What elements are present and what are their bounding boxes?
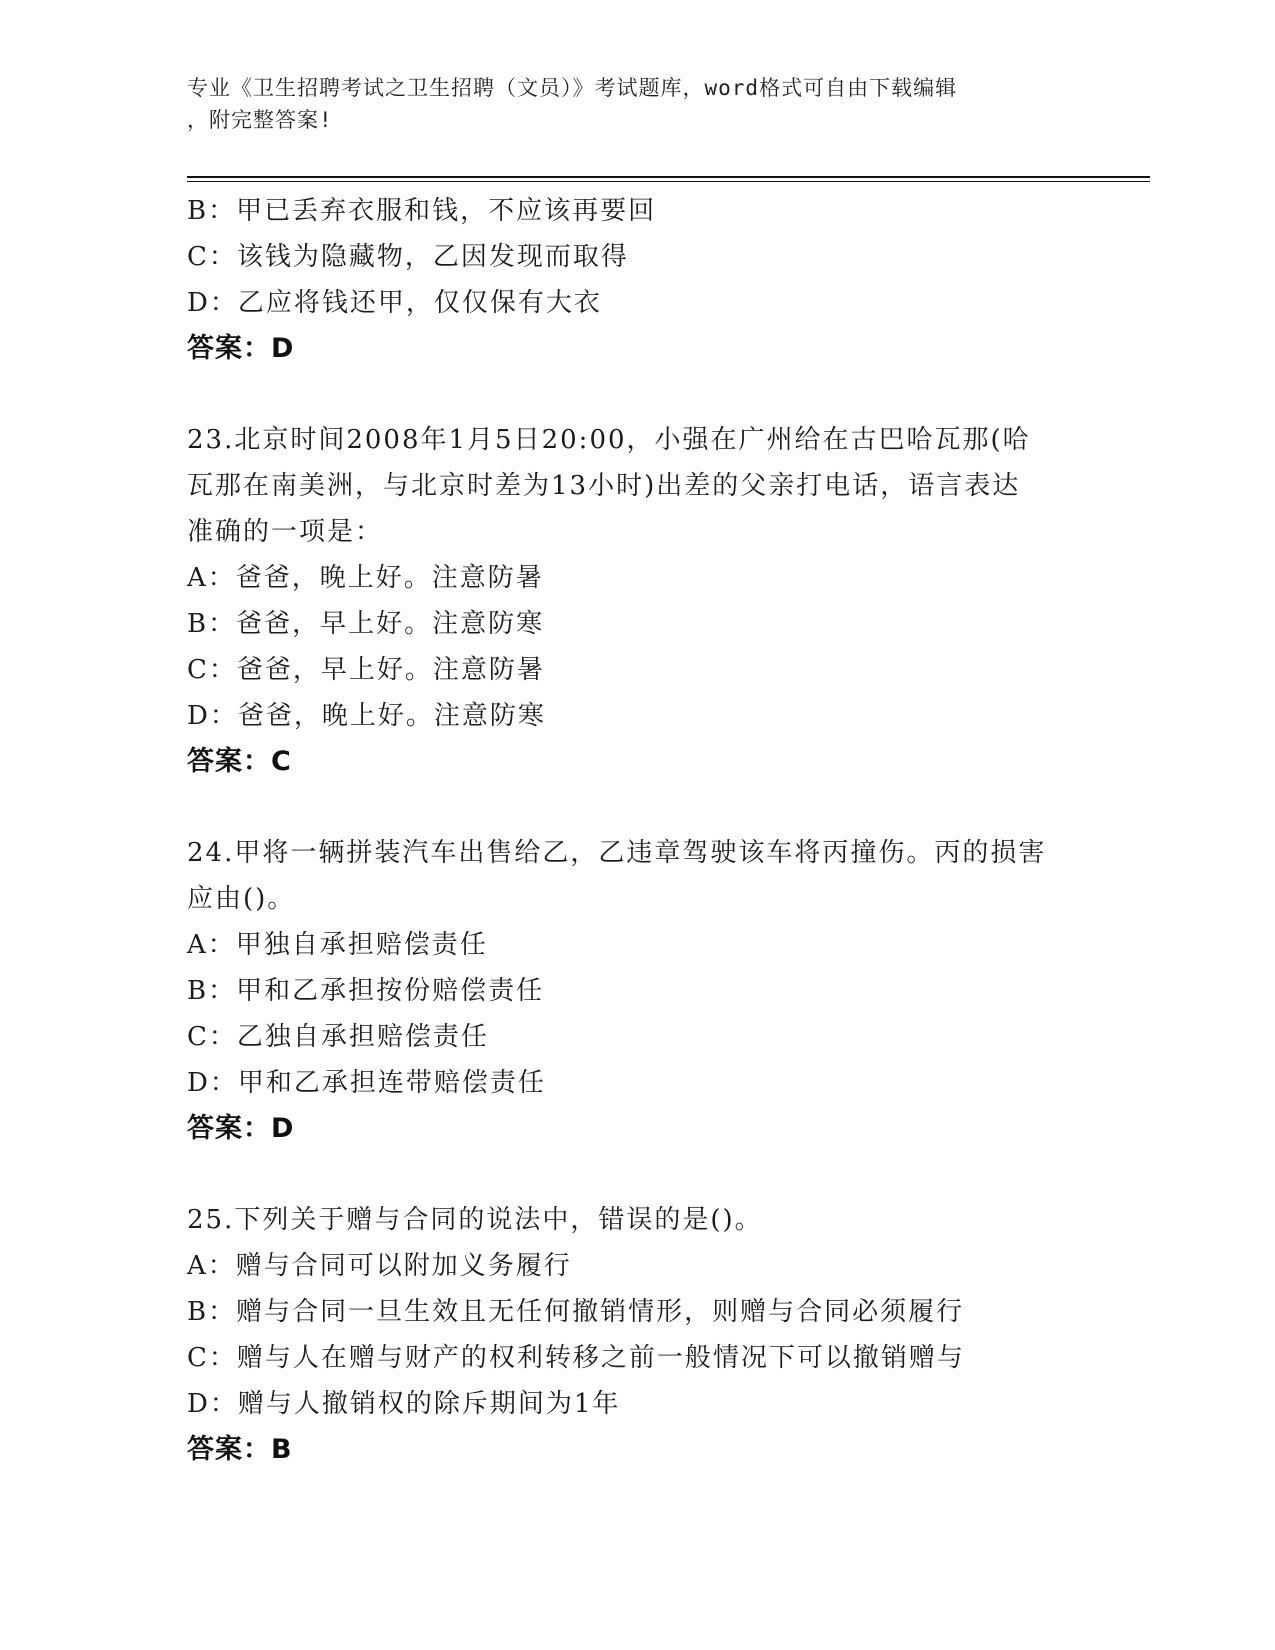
question-24 — [187, 830, 1087, 1152]
answer-line: 答案：B — [187, 1434, 293, 1465]
answer-line: 答案：C — [187, 746, 292, 777]
question-23 — [187, 417, 1087, 785]
question-stem-continued: 准确的一项是： — [187, 517, 384, 547]
answer-line: 答案：D — [187, 333, 295, 364]
question-stem: 24.甲将一辆拼装汽车出售给乙，乙违章驾驶该车将丙撞伤。丙的损害 — [187, 838, 1047, 868]
page-header — [187, 72, 1067, 136]
option-d: D：乙应将钱还甲，仅仅保有大衣 — [187, 288, 602, 318]
option-a: A：赠与合同可以附加义务履行 — [187, 1251, 572, 1281]
question-spacer — [187, 785, 1087, 830]
question-stem: 25.下列关于赠与合同的说法中，错误的是()。 — [187, 1205, 763, 1235]
question-stem-continued: 瓦那在南美洲，与北京时差为13小时)出差的父亲打电话，语言表达 — [187, 471, 1021, 501]
header-divider-thin — [187, 181, 1150, 182]
option-a: A：爸爸，晚上好。注意防暑 — [187, 563, 544, 593]
option-d: D：甲和乙承担连带赔偿责任 — [187, 1068, 546, 1098]
question-22 — [187, 188, 1087, 372]
option-b: B：甲已丢弃衣服和钱，不应该再要回 — [187, 196, 657, 226]
option-d: D：赠与人撤销权的除斥期间为1年 — [187, 1389, 621, 1419]
question-list — [187, 188, 1087, 1473]
answer-line: 答案：D — [187, 1113, 295, 1144]
option-c: C：乙独自承担赔偿责任 — [187, 1022, 489, 1052]
question-spacer — [187, 1152, 1087, 1197]
header-divider-thick — [187, 176, 1150, 178]
option-b: B：爸爸，早上好。注意防寒 — [187, 609, 545, 639]
option-a: A：甲独自承担赔偿责任 — [187, 930, 488, 960]
question-stem: 23.北京时间2008年1月5日20:00，小强在广州给在古巴哈瓦那(哈 — [187, 425, 1031, 455]
header-title-line-continued: ，附完整答案! — [187, 108, 333, 132]
question-spacer — [187, 372, 1087, 417]
option-b: B：甲和乙承担按份赔偿责任 — [187, 976, 545, 1006]
header-title-line: 专业《卫生招聘考试之卫生招聘（文员）》考试题库，word格式可自由下载编辑 — [187, 76, 958, 100]
option-c: C：爸爸，早上好。注意防暑 — [187, 655, 545, 685]
option-d: D：爸爸，晚上好。注意防寒 — [187, 701, 546, 731]
option-c: C：该钱为隐藏物，乙因发现而取得 — [187, 242, 629, 272]
option-b: B：赠与合同一旦生效且无任何撤销情形，则赠与合同必须履行 — [187, 1297, 965, 1327]
question-25 — [187, 1197, 1087, 1473]
option-c: C：赠与人在赠与财产的权利转移之前一般情况下可以撤销赠与 — [187, 1343, 965, 1373]
question-stem-continued: 应由()。 — [187, 884, 296, 914]
